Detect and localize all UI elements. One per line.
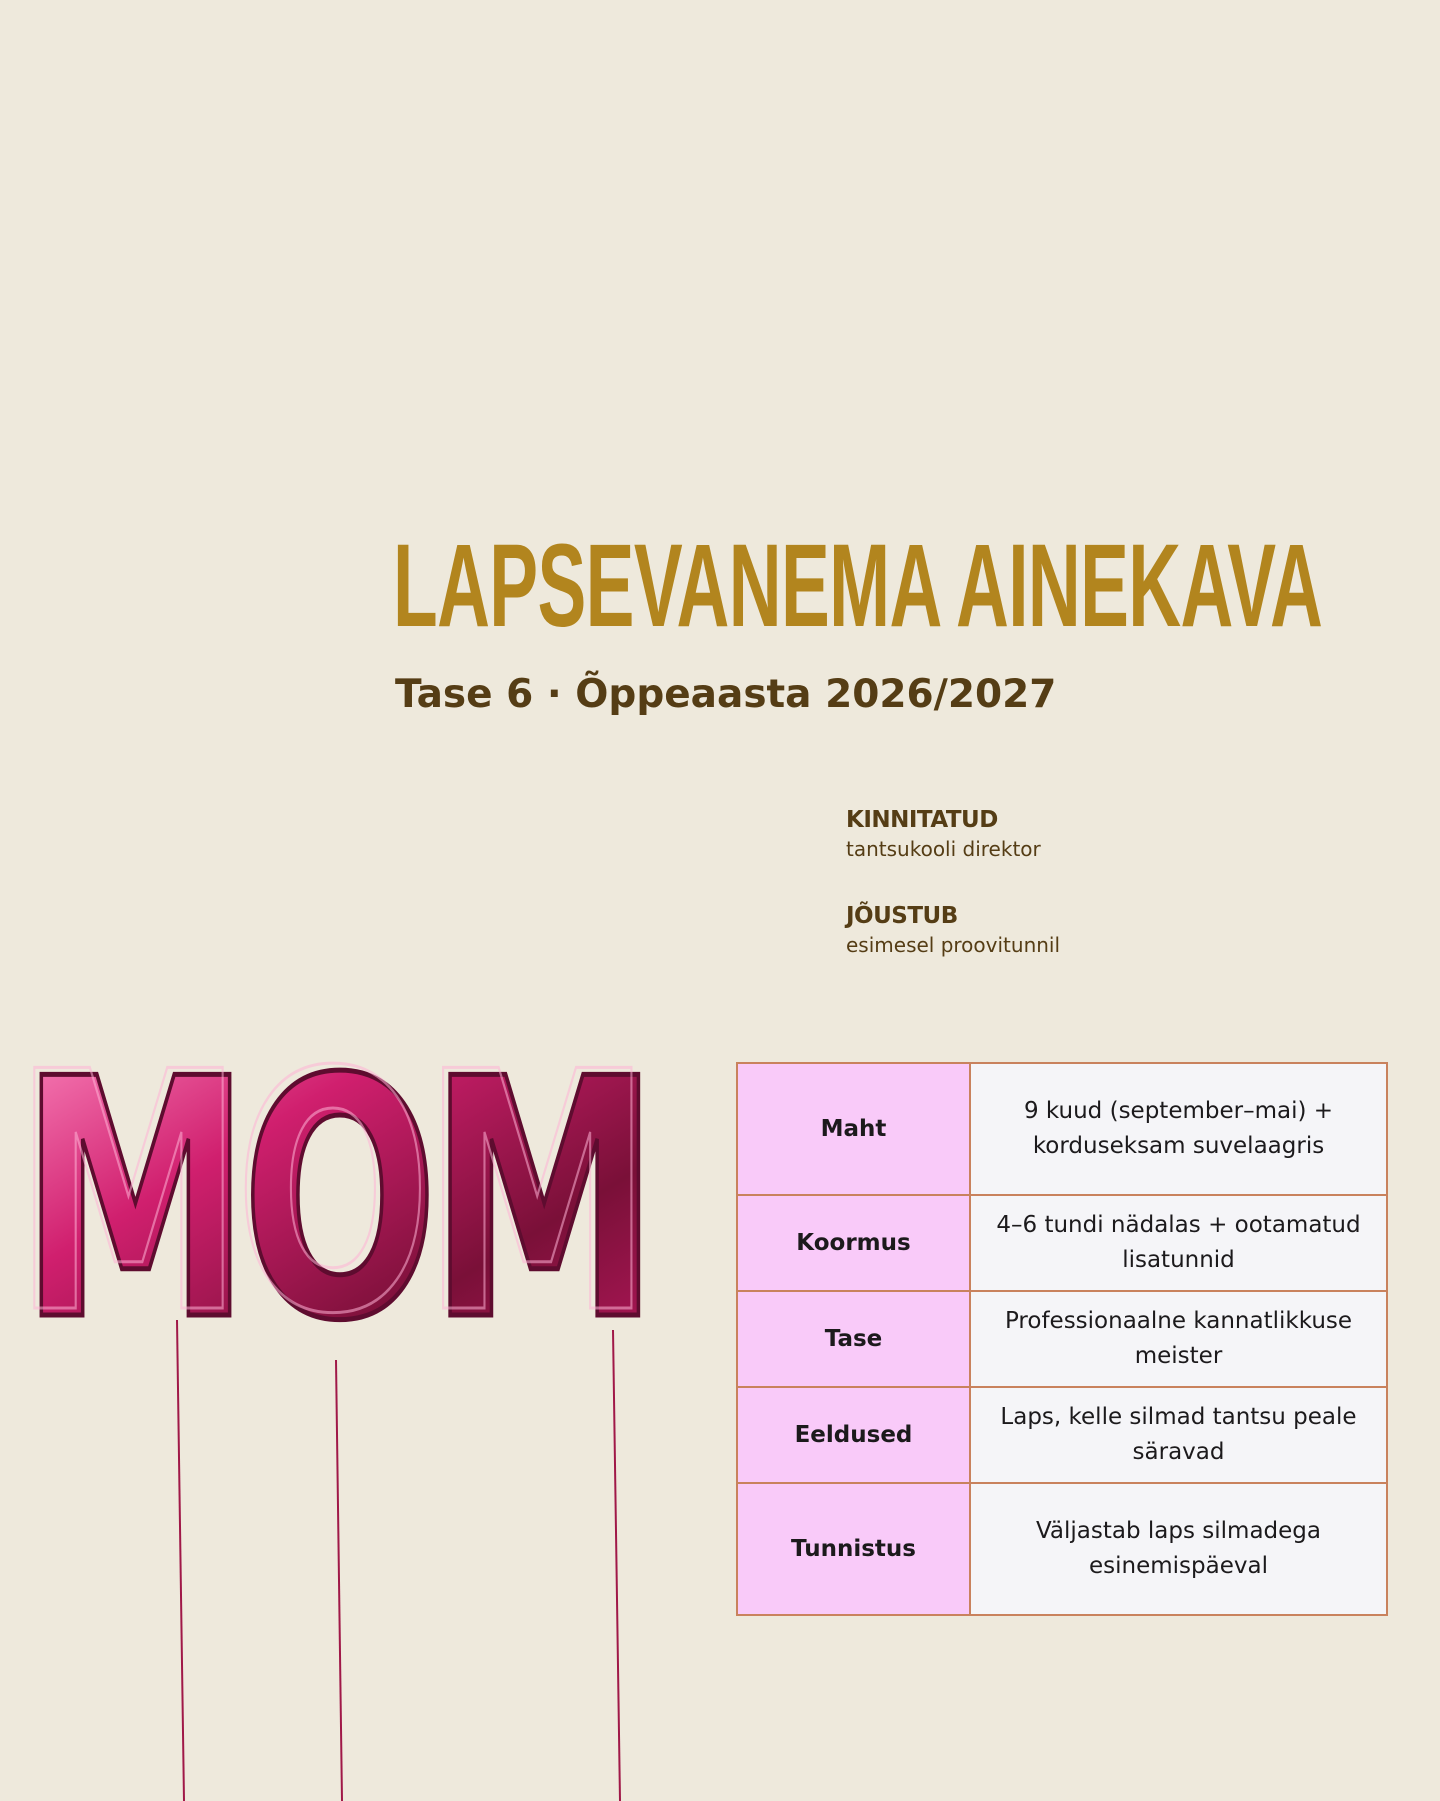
effective-block: [846, 902, 1060, 960]
syllabus-table: [736, 1062, 1388, 1616]
balloon-string: [613, 1330, 620, 1801]
row-value: Laps, kelle silmad tantsu peale säravad: [970, 1387, 1387, 1483]
row-value: Väljastab laps silmadega esinemispäeval: [970, 1483, 1387, 1615]
document-subtitle: Tase 6 · Õppeaasta 2026/2027: [395, 672, 1057, 717]
row-key: Koormus: [737, 1195, 970, 1291]
approved-value: tantsukooli direktor: [846, 837, 1041, 861]
balloon-string: [336, 1360, 342, 1801]
document-title: LAPSEVANEMA AINEKAVA: [393, 520, 1323, 652]
row-key: Eeldused: [737, 1387, 970, 1483]
table-row: [737, 1291, 1387, 1387]
table-row: [737, 1387, 1387, 1483]
mom-balloon-letters: MOM: [20, 1030, 650, 1393]
table-row: [737, 1063, 1387, 1195]
table-row: [737, 1195, 1387, 1291]
row-value: Professionaalne kannatlikkuse meister: [970, 1291, 1387, 1387]
effective-value: esimesel proovitunnil: [846, 933, 1061, 957]
row-key: Tase: [737, 1291, 970, 1387]
balloon-highlight: MOM: [13, 1030, 643, 1386]
table-row: [737, 1483, 1387, 1615]
effective-label: JÕUSTUB: [846, 903, 958, 929]
approval-block: [846, 806, 1041, 864]
row-value: 4–6 tundi nädalas + ootamatud lisatunnid: [970, 1195, 1387, 1291]
approved-label: KINNITATUD: [846, 807, 998, 833]
row-key: Tunnistus: [737, 1483, 970, 1615]
row-value: 9 kuud (september–mai) + korduseksam suvelaagris: [970, 1063, 1387, 1195]
row-key: Maht: [737, 1063, 970, 1195]
mom-balloons-image: [0, 1030, 680, 1801]
